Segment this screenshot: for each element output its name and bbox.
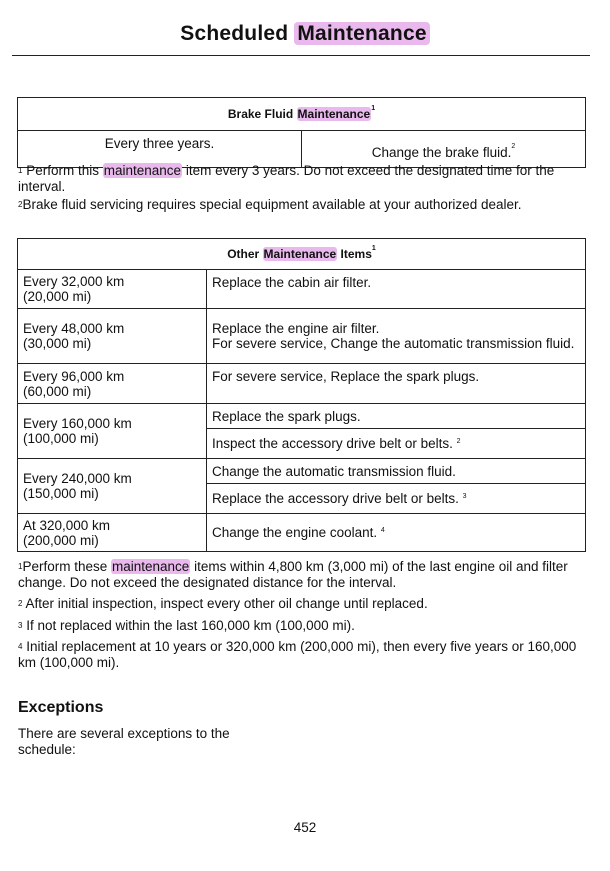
action-text: Change the engine coolant. (212, 525, 378, 540)
footnote-text: Perform these (22, 559, 111, 574)
footnote (18, 596, 590, 612)
footnote (18, 618, 590, 634)
interval-mi: (100,000 mi) (23, 431, 99, 446)
action-cell (207, 429, 586, 459)
action-cell (207, 309, 586, 364)
footnote-marker: 2 (18, 200, 23, 209)
footnote-text: After initial inspection, inspect every other oil change until replaced. (25, 596, 428, 611)
footnote-text: If not replaced within the last 160,000 km (100,000 mi). (26, 617, 355, 633)
table-row (18, 514, 586, 552)
brake-action-text: Change the brake fluid. (371, 144, 512, 160)
table-header-row (18, 239, 586, 270)
search-highlight: Maintenance (263, 247, 337, 261)
interval-cell (18, 270, 207, 309)
interval-cell (18, 404, 207, 459)
interval-cell (18, 309, 207, 364)
action-cell (207, 514, 586, 552)
interval-mi: (60,000 mi) (23, 383, 92, 399)
footnote (18, 163, 590, 194)
footnote-marker: 2 (18, 599, 23, 608)
other-table-title-text: Items (337, 247, 372, 261)
action-text: Replace the accessory drive belt or belts. (212, 491, 459, 506)
footnote-marker: 2 (511, 142, 516, 150)
table-row (18, 404, 586, 429)
interval-mi: (200,000 mi) (23, 532, 99, 548)
action-text: Replace the cabin air filter. (212, 275, 372, 290)
action-text: Change the automatic transmission fluid. (212, 463, 456, 479)
brake-fluid-table (17, 97, 586, 168)
footnote-text: item every 3 years. Do not exceed the designated time for the interval. (18, 163, 555, 194)
brake-table-title (18, 98, 586, 131)
interval-km: Every 240,000 km (23, 471, 132, 486)
footnote-marker: 1 (371, 105, 376, 112)
footnote-marker: 1 (371, 245, 376, 252)
interval-km: Every 32,000 km (23, 274, 125, 289)
footnote-text: items within 4,800 km (3,000 mi) of the last engine oil and filter change. Do not exceed the designated distance for the interval. (18, 559, 568, 590)
interval-cell (18, 514, 207, 552)
exceptions-heading: Exceptions (18, 699, 104, 716)
table-row (18, 309, 586, 364)
interval-cell (18, 459, 207, 514)
action-cell (207, 404, 586, 429)
interval-mi: (150,000 mi) (23, 486, 99, 501)
footnote (18, 197, 590, 213)
search-highlight: maintenance (103, 163, 182, 178)
table-row (18, 459, 586, 484)
interval-km: Every 48,000 km (23, 321, 125, 336)
brake-footnotes (18, 163, 590, 213)
brake-interval-cell: Every three years. (18, 131, 302, 168)
footnote-marker: 1 (18, 166, 23, 175)
action-text: For severe service, Change the automatic transmission fluid. (212, 336, 575, 351)
footnote-marker: 1 (18, 562, 23, 571)
page-title (0, 22, 610, 46)
footnote-marker: 4 (380, 527, 385, 534)
action-text: Replace the engine air filter. (212, 321, 380, 336)
action-cell (207, 270, 586, 309)
interval-mi: (30,000 mi) (23, 336, 92, 351)
brake-table-title-text: Brake Fluid (227, 107, 297, 121)
table-row (18, 131, 586, 168)
footnote (18, 559, 590, 590)
page-number: 452 (293, 820, 317, 835)
footnote-marker: 2 (456, 438, 461, 445)
action-cell (207, 364, 586, 404)
footnote-marker: 3 (18, 620, 23, 630)
exceptions-body: There are several exceptions to the schedule: (18, 726, 230, 757)
search-highlight: maintenance (112, 559, 190, 574)
interval-km: At 320,000 km (23, 517, 111, 533)
footnote (18, 639, 590, 670)
search-highlight: Maintenance (297, 107, 371, 121)
action-text: Replace the spark plugs. (212, 408, 361, 424)
title-divider (12, 55, 590, 56)
other-maintenance-table (17, 238, 586, 552)
other-table-title-text: Other (227, 247, 263, 261)
footnote-marker: 3 (462, 493, 467, 500)
interval-cell (18, 364, 207, 404)
action-text: For severe service, Replace the spark plugs. (212, 369, 480, 384)
table-row (18, 364, 586, 404)
search-highlight: Maintenance (294, 22, 429, 45)
action-text: Inspect the accessory drive belt or belts. (212, 436, 453, 451)
other-footnotes (18, 559, 590, 670)
footnote-marker: 4 (18, 642, 23, 651)
footnote-text: Brake fluid servicing requires special equipment available at your authorized dealer. (22, 197, 522, 212)
interval-km: Every 96,000 km (23, 368, 125, 384)
page-title-text: Scheduled (180, 22, 295, 45)
other-table-title (18, 239, 586, 270)
table-row (18, 270, 586, 309)
action-cell (207, 484, 586, 514)
interval-km: Every 160,000 km (23, 416, 132, 431)
interval-mi: (20,000 mi) (23, 289, 92, 304)
action-cell (207, 459, 586, 484)
footnote-text: Perform this (26, 163, 103, 178)
brake-action-cell (302, 131, 586, 168)
table-header-row (18, 98, 586, 131)
footnote-text: Initial replacement at 10 years or 320,000 km (200,000 mi), then every five years or 160,000 km (100,000 mi). (18, 639, 577, 670)
